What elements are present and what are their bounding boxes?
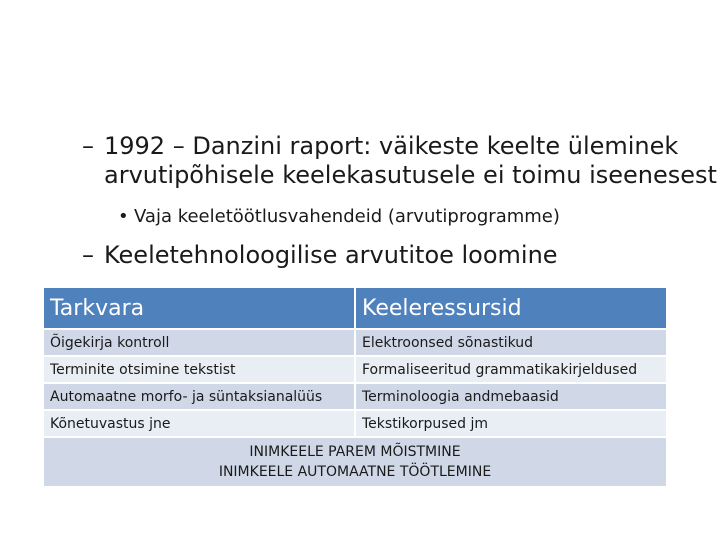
table-cell: Automaatne morfo- ja süntaksianalüüs [43, 383, 355, 410]
bullet-text-line2: arvutipõhisele keelekasutusele ei toimu iseenesest [104, 161, 717, 189]
table-cell: Terminite otsimine tekstist [43, 356, 355, 383]
table-cell: Terminoloogia andmebaasid [355, 383, 667, 410]
software-resources-table [42, 286, 668, 488]
bullet-text-line1: 1992 – Danzini raport: väikeste keelte üleminek [104, 132, 679, 160]
table-cell: Õigekirja kontroll [43, 329, 355, 356]
bullet-text: Keeletehnoloogilise arvutitoe loomine [104, 241, 558, 269]
footer-line-processing: INIMKEELE AUTOMAATNE TÖÖTLEMINE [218, 464, 492, 480]
footer-line-understanding: INIMKEELE PAREM MÕISTMINE [249, 444, 461, 460]
table-footer [43, 437, 667, 487]
table-header-row [43, 287, 667, 329]
sub-bullet [118, 206, 560, 228]
bullet-language-tech [82, 241, 558, 270]
table-cell: Tekstikorpused jm [355, 410, 667, 437]
table-row [43, 383, 667, 410]
table-cell: Kõnetuvastus jne [43, 410, 355, 437]
header-resources: Keeleressursid [355, 287, 667, 329]
table-footer-row [43, 437, 667, 487]
dash-marker: – [82, 132, 94, 160]
table-cell: Formaliseeritud grammatikakirjeldused [355, 356, 667, 383]
bullet-dot-marker: • [118, 206, 129, 227]
bullet-danzini-report [82, 132, 717, 190]
table-row [43, 410, 667, 437]
dash-marker: – [82, 241, 94, 269]
table-row [43, 329, 667, 356]
header-software: Tarkvara [43, 287, 355, 329]
table-cell: Elektroonsed sõnastikud [355, 329, 667, 356]
table-row [43, 356, 667, 383]
sub-bullet-text: Vaja keeletöötlusvahendeid (arvutiprogramme) [134, 206, 560, 227]
